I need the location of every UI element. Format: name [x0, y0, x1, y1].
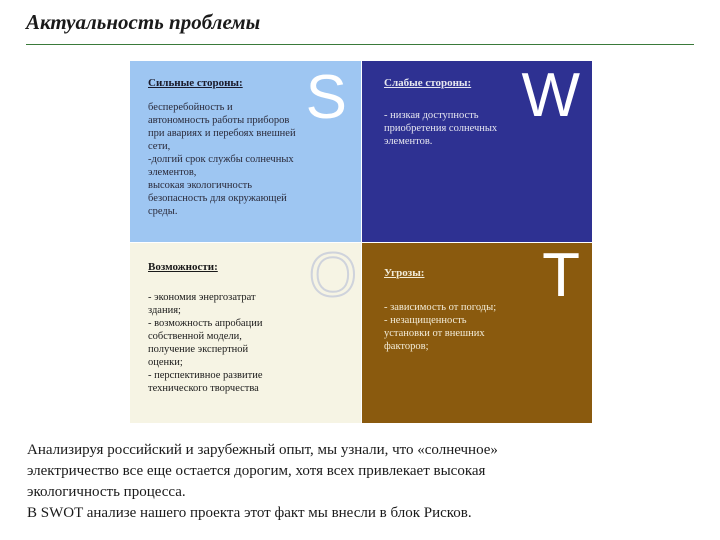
strengths-text: бесперебойность и автономность работы приборов при авариях и перебоях внешней сети, -долгий срок службы солнечных элементов, высокая экологичность безопасность для окружающей среды.	[148, 102, 296, 217]
title-divider	[26, 44, 694, 45]
strengths-letter: S	[305, 63, 347, 132]
summary-paragraph	[27, 440, 647, 524]
page-title: Актуальность проблемы	[26, 10, 261, 34]
swot-horizontal-divider	[130, 242, 592, 243]
swot-threats-quadrant	[362, 243, 592, 423]
summary-line: экологичность процесса.	[27, 484, 186, 500]
swot-weaknesses-quadrant	[362, 61, 592, 242]
strengths-heading: Сильные стороны:	[148, 77, 243, 89]
threats-letter: T	[542, 243, 580, 310]
swot-opportunities-quadrant	[130, 243, 361, 423]
opportunities-letter: O	[308, 243, 357, 310]
summary-line: электричество все еще остается дорогим, хотя всех привлекает высокая	[27, 463, 486, 479]
weaknesses-letter: W	[521, 61, 580, 130]
opportunities-heading: Возможности:	[148, 261, 218, 273]
summary-line: Анализируя российский и зарубежный опыт, мы узнали, что «солнечное»	[27, 442, 498, 458]
summary-line: В SWOT анализе нашего проекта этот факт мы внесли в блок Рисков.	[27, 505, 472, 521]
threats-text: - зависимость от погоды; - незащищенность установки от внешних факторов;	[384, 302, 497, 352]
swot-matrix	[130, 61, 592, 423]
opportunities-text: - экономия энергозатрат здания; - возможность апробации собственной модели, получение экспертной оценки; - перспективное развитие технического творчества	[148, 292, 263, 394]
weaknesses-heading: Слабые стороны:	[384, 77, 472, 89]
swot-strengths-quadrant	[130, 61, 361, 242]
weaknesses-text: - низкая доступность приобретения солнечных элементов.	[384, 110, 498, 147]
threats-heading: Угрозы:	[384, 267, 425, 279]
